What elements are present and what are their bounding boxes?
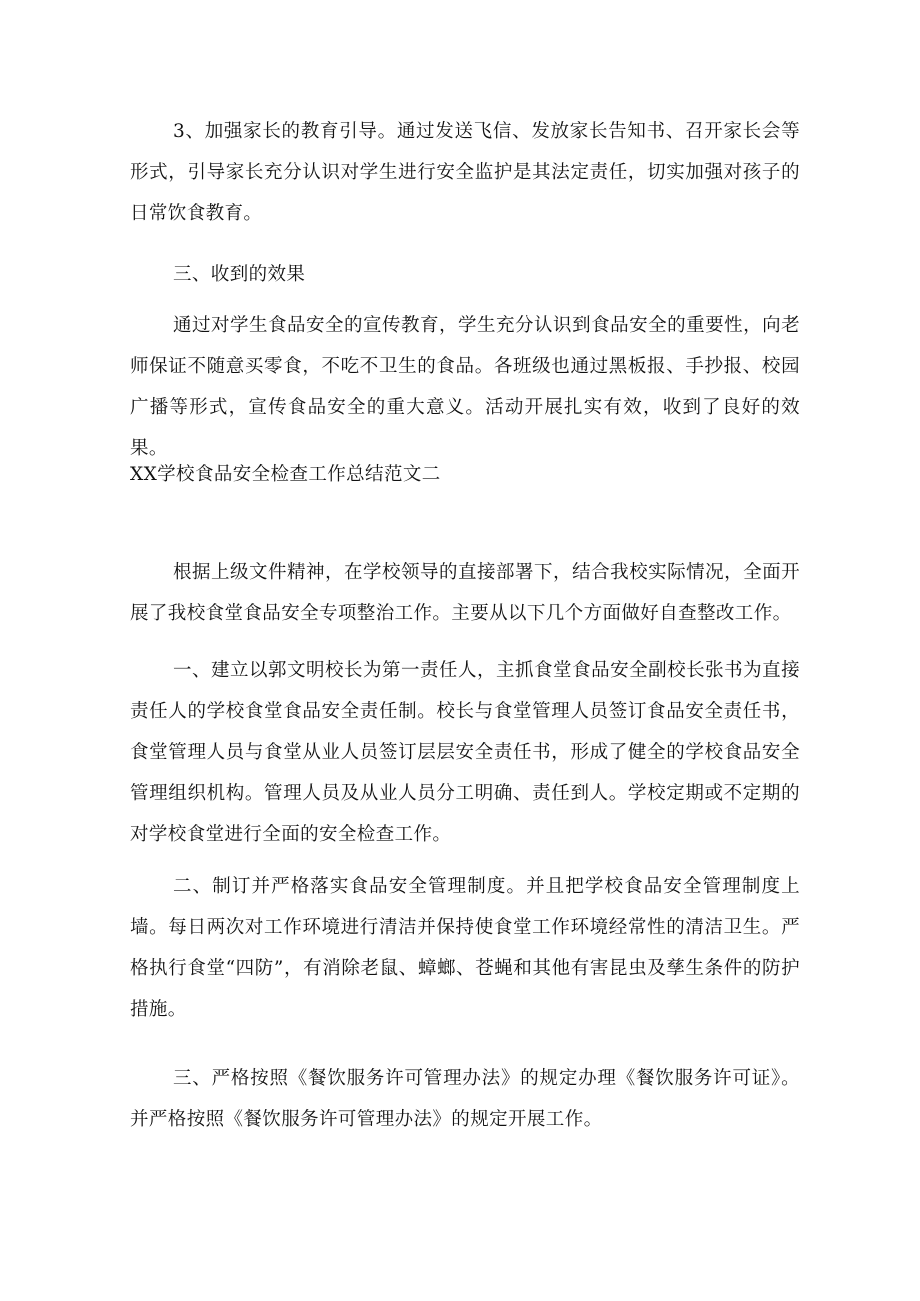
document-title-sample-two: XX学校食品安全检查工作总结范文二 [130, 464, 441, 485]
paragraph-results: 通过对学生食品安全的宣传教育，学生充分认识到食品安全的重要性，向老师保证不随意买零食，不吃不卫生的食品。各班级也通过黑板报、手抄报、校园广播等形式，宣传食品安全的重大意义。活动开展扎实有效，收到了良好的效果。 [130, 315, 800, 459]
paragraph-parent-guidance: 3、加强家长的教育引导。通过发送飞信、发放家长告知书、召开家长会等形式，引导家长充分认识对学生进行安全监护是其法定责任，切实加强对孩子的日常饮食教育。 [130, 121, 800, 224]
paragraph-management-rules: 二、制订并严格落实食品安全管理制度。并且把学校食品安全管理制度上墙。每日两次对工作环境进行清洁并保持使食堂工作环境经常性的清洁卫生。严格执行食堂“四防”，有消除老鼠、蟑螂、苍蝇和其他有害昆虫及孳生条件的防护措施。 [130, 876, 800, 1020]
paragraph-catering-license: 三、严格按照《餐饮服务许可管理办法》的规定办理《餐饮服务许可证》。并严格按照《餐饮服务许可管理办法》的规定开展工作。 [130, 1068, 800, 1130]
paragraph-responsibility-system: 一、建立以郭文明校长为第一责任人，主抓食堂食品安全副校长张书为直接责任人的学校食堂食品安全责任制。校长与食堂管理人员签订食品安全责任书，食堂管理人员与食堂从业人员签订层层安全责任书，形成了健全的学校食品安全管理组织机构。管理人员及从业人员分工明确、责任到人。学校定期或不定期的对学校食堂进行全面的安全检查工作。 [130, 660, 800, 845]
paragraph-introduction: 根据上级文件精神，在学校领导的直接部署下，结合我校实际情况，全面开展了我校食堂食品安全专项整治工作。主要从以下几个方面做好自查整改工作。 [130, 562, 800, 624]
section-heading-results: 三、收到的效果 [173, 264, 306, 285]
